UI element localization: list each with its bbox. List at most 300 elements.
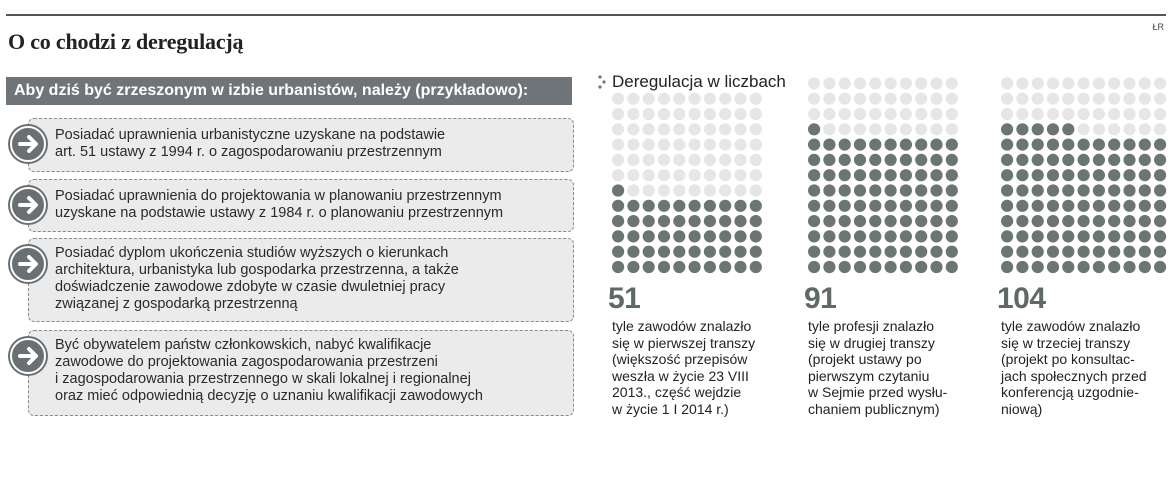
filled-dot (1078, 169, 1090, 181)
filled-dot (839, 154, 851, 166)
filled-dot (1154, 154, 1166, 166)
empty-dot (658, 108, 670, 120)
empty-dot (900, 108, 912, 120)
empty-dot (643, 169, 655, 181)
filled-dot (689, 200, 701, 212)
empty-dot (750, 139, 762, 151)
filled-dot (1108, 154, 1120, 166)
filled-dot (689, 230, 701, 242)
filled-dot (1047, 246, 1059, 258)
author-credit: ŁR (1152, 22, 1164, 32)
empty-dot (900, 123, 912, 135)
filled-dot (1139, 169, 1151, 181)
filled-dot (689, 246, 701, 258)
filled-dot (1108, 184, 1120, 196)
empty-dot (808, 108, 820, 120)
empty-dot (946, 93, 958, 105)
filled-dot (1123, 261, 1135, 273)
stat-description: tyle zawodów znalazło się w pierwszej transzy (większość przepisów weszła w życie 23 VIII 2013., część wejdzie w życie 1 I 2014 r.) (612, 318, 756, 417)
empty-dot (1154, 93, 1166, 105)
empty-dot (689, 108, 701, 120)
empty-dot (673, 123, 685, 135)
empty-dot (734, 123, 746, 135)
filled-dot (673, 261, 685, 273)
empty-dot (627, 184, 639, 196)
filled-dot (1062, 215, 1074, 227)
empty-dot (750, 154, 762, 166)
filled-dot (1154, 139, 1166, 151)
empty-dot (1093, 108, 1105, 120)
filled-dot (750, 261, 762, 273)
filled-dot (946, 200, 958, 212)
empty-dot (1032, 108, 1044, 120)
empty-dot (869, 77, 881, 89)
requirement-line: Posiadać dyplom ukończenia studiów wyższych o kierunkach (55, 245, 449, 261)
empty-dot (808, 77, 820, 89)
filled-dot (1032, 139, 1044, 151)
empty-dot (1123, 77, 1135, 89)
empty-dot (1047, 108, 1059, 120)
filled-dot (946, 261, 958, 273)
filled-dot (930, 200, 942, 212)
filled-dot (612, 230, 624, 242)
filled-dot (1154, 184, 1166, 196)
empty-dot (885, 123, 897, 135)
filled-dot (808, 215, 820, 227)
empty-dot (658, 139, 670, 151)
filled-dot (1078, 261, 1090, 273)
empty-dot (704, 139, 716, 151)
empty-dot (750, 169, 762, 181)
filled-dot (1093, 169, 1105, 181)
empty-dot (869, 123, 881, 135)
filled-dot (612, 200, 624, 212)
empty-dot (1108, 93, 1120, 105)
filled-dot (854, 246, 866, 258)
filled-dot (1062, 139, 1074, 151)
filled-dot (808, 123, 820, 135)
filled-dot (1108, 200, 1120, 212)
filled-dot (1062, 261, 1074, 273)
filled-dot (1016, 139, 1028, 151)
filled-dot (1139, 184, 1151, 196)
empty-dot (750, 93, 762, 105)
filled-dot (689, 261, 701, 273)
filled-dot (1093, 139, 1105, 151)
empty-dot (1062, 77, 1074, 89)
filled-dot (808, 169, 820, 181)
empty-dot (1093, 123, 1105, 135)
filled-dot (900, 154, 912, 166)
requirement-line: związanej z gospodarką przestrzenną (55, 296, 298, 312)
filled-dot (1047, 123, 1059, 135)
filled-dot (1139, 215, 1151, 227)
empty-dot (1154, 77, 1166, 89)
empty-dot (689, 139, 701, 151)
filled-dot (869, 169, 881, 181)
filled-dot (1123, 154, 1135, 166)
empty-dot (946, 123, 958, 135)
filled-dot (854, 139, 866, 151)
filled-dot (1016, 215, 1028, 227)
filled-dot (1016, 184, 1028, 196)
filled-dot (946, 184, 958, 196)
filled-dot (1032, 215, 1044, 227)
filled-dot (1001, 154, 1013, 166)
filled-dot (1062, 123, 1074, 135)
empty-dot (946, 77, 958, 89)
filled-dot (1139, 230, 1151, 242)
filled-dot (915, 230, 927, 242)
empty-dot (930, 123, 942, 135)
filled-dot (1154, 246, 1166, 258)
empty-dot (719, 123, 731, 135)
filled-dot (750, 200, 762, 212)
empty-dot (869, 93, 881, 105)
filled-dot (750, 215, 762, 227)
filled-dot (930, 184, 942, 196)
empty-dot (627, 169, 639, 181)
filled-dot (1123, 169, 1135, 181)
empty-dot (1154, 123, 1166, 135)
filled-dot (1139, 246, 1151, 258)
filled-dot (915, 154, 927, 166)
empty-dot (734, 154, 746, 166)
empty-dot (673, 154, 685, 166)
empty-dot (1032, 93, 1044, 105)
filled-dot (612, 215, 624, 227)
filled-dot (1123, 139, 1135, 151)
filled-dot (1032, 246, 1044, 258)
empty-dot (839, 77, 851, 89)
empty-dot (1139, 93, 1151, 105)
requirement-line: Posiadać uprawnienia urbanistyczne uzyskane na podstawie (55, 127, 446, 143)
filled-dot (930, 215, 942, 227)
empty-dot (658, 154, 670, 166)
filled-dot (1139, 261, 1151, 273)
filled-dot (1078, 184, 1090, 196)
filled-dot (627, 215, 639, 227)
filled-dot (823, 261, 835, 273)
empty-dot (930, 77, 942, 89)
empty-dot (612, 139, 624, 151)
filled-dot (1062, 246, 1074, 258)
filled-dot (854, 169, 866, 181)
filled-dot (1001, 169, 1013, 181)
empty-dot (854, 108, 866, 120)
filled-dot (643, 230, 655, 242)
filled-dot (1154, 261, 1166, 273)
filled-dot (734, 200, 746, 212)
filled-dot (1108, 215, 1120, 227)
filled-dot (627, 261, 639, 273)
filled-dot (1047, 169, 1059, 181)
empty-dot (719, 169, 731, 181)
filled-dot (627, 246, 639, 258)
empty-dot (734, 93, 746, 105)
empty-dot (750, 184, 762, 196)
empty-dot (915, 108, 927, 120)
requirement-line: Być obywatelem państw członkowskich, nabyć kwalifikacje (55, 337, 432, 353)
empty-dot (946, 108, 958, 120)
empty-dot (900, 77, 912, 89)
empty-dot (719, 139, 731, 151)
empty-dot (689, 93, 701, 105)
filled-dot (1108, 246, 1120, 258)
empty-dot (627, 108, 639, 120)
filled-dot (808, 154, 820, 166)
filled-dot (1123, 184, 1135, 196)
filled-dot (930, 139, 942, 151)
filled-dot (885, 230, 897, 242)
empty-dot (734, 108, 746, 120)
empty-dot (915, 123, 927, 135)
filled-dot (1032, 123, 1044, 135)
filled-dot (1093, 246, 1105, 258)
filled-dot (1123, 215, 1135, 227)
empty-dot (643, 139, 655, 151)
filled-dot (1032, 184, 1044, 196)
filled-dot (839, 169, 851, 181)
filled-dot (854, 261, 866, 273)
filled-dot (808, 184, 820, 196)
filled-dot (704, 215, 716, 227)
filled-dot (734, 246, 746, 258)
filled-dot (1032, 261, 1044, 273)
filled-dot (823, 169, 835, 181)
filled-dot (1032, 154, 1044, 166)
empty-dot (612, 123, 624, 135)
empty-dot (734, 184, 746, 196)
filled-dot (823, 230, 835, 242)
filled-dot (1047, 184, 1059, 196)
filled-dot (946, 215, 958, 227)
filled-dot (823, 246, 835, 258)
filled-dot (839, 184, 851, 196)
filled-dot (704, 230, 716, 242)
filled-dot (854, 154, 866, 166)
empty-dot (1016, 77, 1028, 89)
filled-dot (808, 230, 820, 242)
filled-dot (1016, 261, 1028, 273)
empty-dot (869, 108, 881, 120)
filled-dot (750, 246, 762, 258)
empty-dot (839, 93, 851, 105)
filled-dot (839, 261, 851, 273)
stat-number: 91 (804, 282, 837, 315)
filled-dot (808, 246, 820, 258)
empty-dot (612, 169, 624, 181)
empty-dot (1123, 108, 1135, 120)
empty-dot (1047, 77, 1059, 89)
stat-number: 51 (608, 282, 641, 315)
filled-dot (930, 169, 942, 181)
filled-dot (915, 215, 927, 227)
filled-dot (1062, 184, 1074, 196)
filled-dot (823, 184, 835, 196)
filled-dot (915, 139, 927, 151)
empty-dot (1047, 93, 1059, 105)
filled-dot (808, 139, 820, 151)
empty-dot (704, 169, 716, 181)
stat-description: tyle zawodów znalazło się w trzeciej transzy (projekt po konsultac- jach społecznych przed konferencją uzgodnie- niową) (1001, 318, 1147, 417)
filled-dot (1001, 123, 1013, 135)
empty-dot (750, 108, 762, 120)
empty-dot (1001, 93, 1013, 105)
empty-dot (658, 123, 670, 135)
empty-dot (885, 93, 897, 105)
filled-dot (658, 215, 670, 227)
filled-dot (1139, 139, 1151, 151)
filled-dot (627, 200, 639, 212)
filled-dot (643, 261, 655, 273)
filled-dot (869, 230, 881, 242)
empty-dot (1093, 93, 1105, 105)
stat-number: 104 (997, 282, 1046, 315)
filled-dot (930, 154, 942, 166)
filled-dot (930, 246, 942, 258)
empty-dot (1108, 123, 1120, 135)
filled-dot (900, 184, 912, 196)
empty-dot (658, 184, 670, 196)
filled-dot (839, 200, 851, 212)
filled-dot (885, 139, 897, 151)
filled-dot (673, 215, 685, 227)
empty-dot (915, 77, 927, 89)
filled-dot (704, 246, 716, 258)
filled-dot (885, 246, 897, 258)
filled-dot (1047, 230, 1059, 242)
requirement-line: oraz mieć odpowiednią decyzję o uznaniu kwalifikacji zawodowych (55, 388, 483, 404)
empty-dot (627, 139, 639, 151)
filled-dot (719, 246, 731, 258)
page-title: O co chodzi z deregulacją (8, 29, 244, 54)
stats-heading: Deregulacja w liczbach (612, 72, 786, 91)
empty-dot (643, 93, 655, 105)
empty-dot (689, 154, 701, 166)
filled-dot (946, 154, 958, 166)
filled-dot (719, 230, 731, 242)
filled-dot (823, 200, 835, 212)
filled-dot (839, 139, 851, 151)
filled-dot (1047, 215, 1059, 227)
empty-dot (719, 93, 731, 105)
filled-dot (658, 246, 670, 258)
empty-dot (1123, 93, 1135, 105)
filled-dot (658, 200, 670, 212)
filled-dot (885, 184, 897, 196)
filled-dot (900, 215, 912, 227)
empty-dot (704, 184, 716, 196)
empty-dot (823, 108, 835, 120)
empty-dot (658, 93, 670, 105)
filled-dot (643, 215, 655, 227)
filled-dot (869, 139, 881, 151)
filled-dot (658, 261, 670, 273)
filled-dot (1154, 200, 1166, 212)
empty-dot (750, 123, 762, 135)
empty-dot (689, 123, 701, 135)
filled-dot (1001, 246, 1013, 258)
filled-dot (719, 200, 731, 212)
requirement-line: Posiadać uprawnienia do projektowania w planowaniu przestrzennym (55, 188, 502, 204)
empty-dot (704, 154, 716, 166)
filled-dot (900, 246, 912, 258)
filled-dot (1062, 200, 1074, 212)
empty-dot (808, 93, 820, 105)
filled-dot (612, 246, 624, 258)
requirements-heading: Aby dziś być zrzeszonym w izbie urbanistów, należy (przykładowo): (6, 77, 572, 105)
empty-dot (823, 93, 835, 105)
filled-dot (1108, 261, 1120, 273)
filled-dot (1047, 154, 1059, 166)
empty-dot (673, 184, 685, 196)
filled-dot (915, 200, 927, 212)
requirement-line: architektura, urbanistyka lub gospodarka przestrzenna, a także (55, 262, 459, 278)
filled-dot (885, 200, 897, 212)
filled-dot (1123, 246, 1135, 258)
empty-dot (1078, 93, 1090, 105)
filled-dot (1032, 169, 1044, 181)
filled-dot (808, 261, 820, 273)
empty-dot (1062, 108, 1074, 120)
filled-dot (658, 230, 670, 242)
empty-dot (885, 108, 897, 120)
filled-dot (869, 184, 881, 196)
filled-dot (1123, 200, 1135, 212)
empty-dot (839, 123, 851, 135)
filled-dot (854, 215, 866, 227)
filled-dot (1001, 184, 1013, 196)
empty-dot (930, 108, 942, 120)
filled-dot (1108, 169, 1120, 181)
filled-dot (1016, 246, 1028, 258)
filled-dot (885, 215, 897, 227)
filled-dot (734, 261, 746, 273)
empty-dot (1139, 123, 1151, 135)
filled-dot (1108, 139, 1120, 151)
filled-dot (946, 246, 958, 258)
filled-dot (839, 215, 851, 227)
empty-dot (627, 93, 639, 105)
empty-dot (704, 108, 716, 120)
empty-dot (1062, 93, 1074, 105)
filled-dot (869, 261, 881, 273)
requirement-line: art. 51 ustawy z 1994 r. o zagospodarowaniu przestrzennym (55, 144, 442, 160)
empty-dot (734, 169, 746, 181)
empty-dot (1154, 108, 1166, 120)
filled-dot (1093, 215, 1105, 227)
filled-dot (673, 230, 685, 242)
empty-dot (854, 77, 866, 89)
filled-dot (823, 215, 835, 227)
filled-dot (1047, 139, 1059, 151)
filled-dot (1032, 230, 1044, 242)
empty-dot (1139, 108, 1151, 120)
empty-dot (612, 93, 624, 105)
empty-dot (1001, 108, 1013, 120)
empty-dot (734, 139, 746, 151)
filled-dot (1001, 261, 1013, 273)
empty-dot (1016, 93, 1028, 105)
empty-dot (612, 154, 624, 166)
filled-dot (1001, 215, 1013, 227)
filled-dot (1016, 123, 1028, 135)
filled-dot (1001, 200, 1013, 212)
filled-dot (1154, 230, 1166, 242)
filled-dot (689, 215, 701, 227)
empty-dot (1001, 77, 1013, 89)
